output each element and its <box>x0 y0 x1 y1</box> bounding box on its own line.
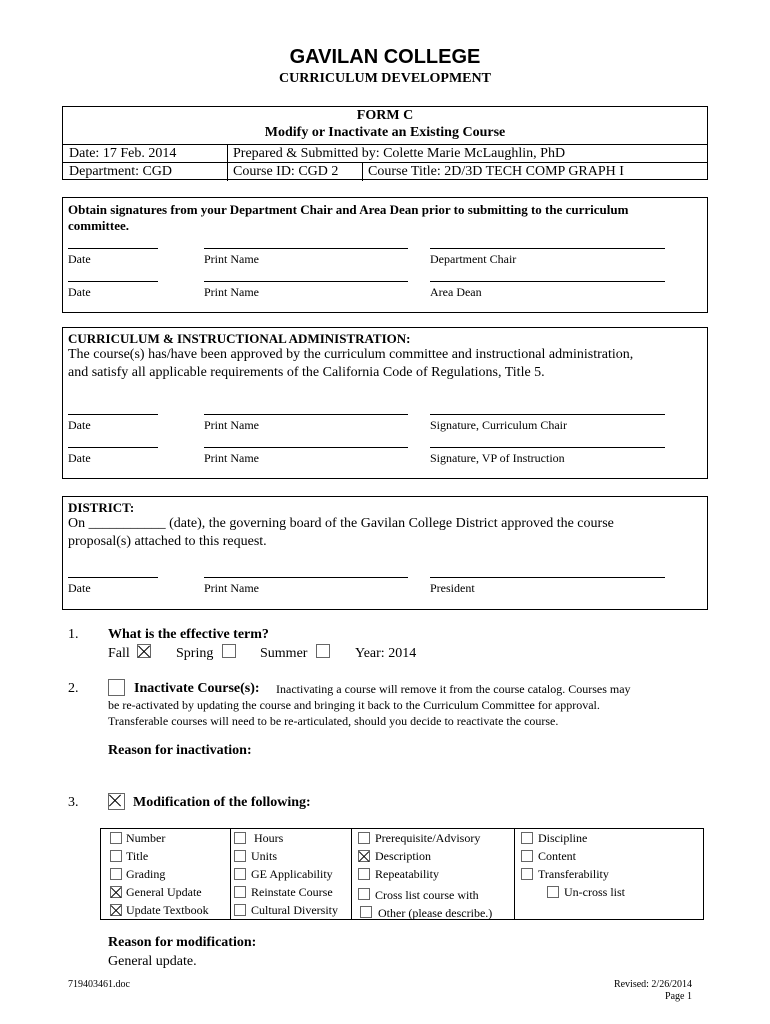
curriculum-text-line1: The course(s) has/have been approved by the curriculum committee and instructional administration, <box>68 347 634 362</box>
grading-checkbox[interactable] <box>110 868 122 880</box>
date-line[interactable] <box>68 577 158 578</box>
college-title: GAVILAN COLLEGE <box>289 46 481 68</box>
spring-label: Spring <box>176 646 214 661</box>
modification-checkbox[interactable] <box>108 793 125 810</box>
option-label: Content <box>538 849 576 863</box>
option-label: Repeatability <box>375 867 439 881</box>
option-label: Discipline <box>538 831 588 845</box>
curriculum-chair-label: Signature, Curriculum Chair <box>430 418 567 432</box>
area-dean-label: Area Dean <box>430 285 482 299</box>
option-label: Prerequisite/Advisory <box>375 831 481 845</box>
option-label: GE Applicability <box>251 867 333 881</box>
curriculum-text-line2: and satisfy all applicable requirements of the California Code of Regulations, Title 5. <box>68 365 545 380</box>
date-label: Date <box>68 418 91 432</box>
print-name-line[interactable] <box>204 447 408 448</box>
signature-line[interactable] <box>430 447 665 448</box>
department-signatures-box <box>62 197 708 313</box>
option-label: Un-cross list <box>564 885 625 899</box>
hours-checkbox[interactable] <box>234 832 246 844</box>
district-box <box>62 496 708 610</box>
un-cross-list-checkbox[interactable] <box>547 886 559 898</box>
cultural-diversity-checkbox[interactable] <box>234 904 246 916</box>
description-checkbox[interactable] <box>358 850 370 862</box>
option-label: Reinstate Course <box>251 885 333 899</box>
option-label: Hours <box>254 831 284 845</box>
print-name-label: Print Name <box>204 451 259 465</box>
date-line[interactable] <box>68 414 158 415</box>
district-text-line2: proposal(s) attached to this request. <box>68 534 267 549</box>
modification-reason-label: Reason for modification: <box>108 935 257 950</box>
district-heading: DISTRICT: <box>68 500 135 515</box>
inactivate-text-line1: Inactivating a course will remove it from the course catalog. Courses may <box>276 682 631 696</box>
spring-checkbox[interactable] <box>222 644 236 658</box>
ge-applicability-checkbox[interactable] <box>234 868 246 880</box>
option-label: Number <box>126 831 166 845</box>
number-checkbox[interactable] <box>110 832 122 844</box>
signature-line[interactable] <box>430 248 665 249</box>
footer-revised: Revised: 2/26/2014 <box>613 979 692 990</box>
year-field: Year: 2014 <box>355 646 417 661</box>
course-id-field: Course ID: CGD 2 <box>233 164 339 179</box>
footer-filename: 719403461.doc <box>68 979 130 990</box>
option-label: Grading <box>126 867 166 881</box>
update-textbook-checkbox[interactable] <box>110 904 122 916</box>
discipline-checkbox[interactable] <box>521 832 533 844</box>
reinstate-course-checkbox[interactable] <box>234 886 246 898</box>
date-line[interactable] <box>68 281 158 282</box>
header-row-date <box>63 144 707 163</box>
department-title: CURRICULUM DEVELOPMENT <box>279 71 491 86</box>
q1-question: What is the effective term? <box>108 627 269 642</box>
date-label: Date <box>68 581 91 595</box>
curriculum-administration-box <box>62 327 708 479</box>
option-label: Cultural Diversity <box>251 903 338 917</box>
content-checkbox[interactable] <box>521 850 533 862</box>
option-label: Cross list course with <box>375 888 479 902</box>
fall-label: Fall <box>108 646 130 661</box>
department-chair-label: Department Chair <box>430 252 517 266</box>
signature-line[interactable] <box>430 414 665 415</box>
other-checkbox[interactable] <box>360 906 372 918</box>
footer-page: Page 1 <box>665 991 692 1002</box>
president-label: President <box>430 581 475 595</box>
vp-instruction-label: Signature, VP of Instruction <box>430 451 565 465</box>
date-label: Date <box>68 252 91 266</box>
date-label: Date <box>68 285 91 299</box>
signature-line[interactable] <box>430 281 665 282</box>
title-checkbox[interactable] <box>110 850 122 862</box>
print-name-label: Print Name <box>204 418 259 432</box>
transferability-checkbox[interactable] <box>521 868 533 880</box>
prerequisite-checkbox[interactable] <box>358 832 370 844</box>
option-label: Description <box>375 849 431 863</box>
inactivate-text-line2: be re-activated by updating the course and bringing it back to the Curriculum Committee for approval. <box>108 698 600 712</box>
form-subtitle: Modify or Inactivate an Existing Course <box>264 125 506 140</box>
date-label: Date <box>68 451 91 465</box>
repeatability-checkbox[interactable] <box>358 868 370 880</box>
curriculum-heading: CURRICULUM & INSTRUCTIONAL ADMINISTRATION: <box>68 331 411 346</box>
modification-reason-text: General update. <box>108 954 197 969</box>
option-label: Update Textbook <box>126 903 209 917</box>
modification-options-grid <box>100 828 704 920</box>
q3-number: 3. <box>68 795 79 810</box>
form-header-table <box>62 106 708 180</box>
inactivate-checkbox[interactable] <box>108 679 125 696</box>
option-label: General Update <box>126 885 202 899</box>
print-name-line[interactable] <box>204 281 408 282</box>
header-row-department <box>63 162 707 181</box>
date-field: Date: 17 Feb. 2014 <box>69 146 177 161</box>
print-name-label: Print Name <box>204 252 259 266</box>
general-update-checkbox[interactable] <box>110 886 122 898</box>
option-label: Transferability <box>538 867 609 881</box>
inactivation-reason-label: Reason for inactivation: <box>108 743 252 758</box>
option-label: Units <box>251 849 278 863</box>
option-label: Other (please describe.) <box>378 906 493 920</box>
print-name-label: Print Name <box>204 581 259 595</box>
units-checkbox[interactable] <box>234 850 246 862</box>
fall-checkbox[interactable] <box>137 644 151 658</box>
date-line[interactable] <box>68 447 158 448</box>
summer-checkbox[interactable] <box>316 644 330 658</box>
district-text-line1: On ___________ (date), the governing board of the Gavilan College District approved the course <box>68 516 614 531</box>
print-name-label: Print Name <box>204 285 259 299</box>
signature-line[interactable] <box>430 577 665 578</box>
q2-number: 2. <box>68 681 79 696</box>
signature-instruction-line2: committee. <box>68 218 129 233</box>
print-name-line[interactable] <box>204 577 408 578</box>
prepared-by-field: Prepared & Submitted by: Colette Marie McLaughlin, PhD <box>233 146 566 161</box>
cross-list-checkbox[interactable] <box>358 888 370 900</box>
department-field: Department: CGD <box>69 164 173 179</box>
option-label: Title <box>126 849 149 863</box>
signature-instruction-line1: Obtain signatures from your Department Chair and Area Dean prior to submitting to the curriculum <box>68 202 629 217</box>
form-name: FORM C <box>356 108 414 123</box>
inactivate-text-line3: Transferable courses will need to be re-articulated, should you decide to reactivate the course. <box>108 714 559 728</box>
summer-label: Summer <box>260 646 308 661</box>
inactivate-label: Inactivate Course(s): <box>134 681 260 696</box>
print-name-line[interactable] <box>204 414 408 415</box>
q1-number: 1. <box>68 627 79 642</box>
print-name-line[interactable] <box>204 248 408 249</box>
date-line[interactable] <box>68 248 158 249</box>
course-title-field: Course Title: 2D/3D TECH COMP GRAPH I <box>368 164 624 179</box>
modification-label: Modification of the following: <box>133 795 311 810</box>
